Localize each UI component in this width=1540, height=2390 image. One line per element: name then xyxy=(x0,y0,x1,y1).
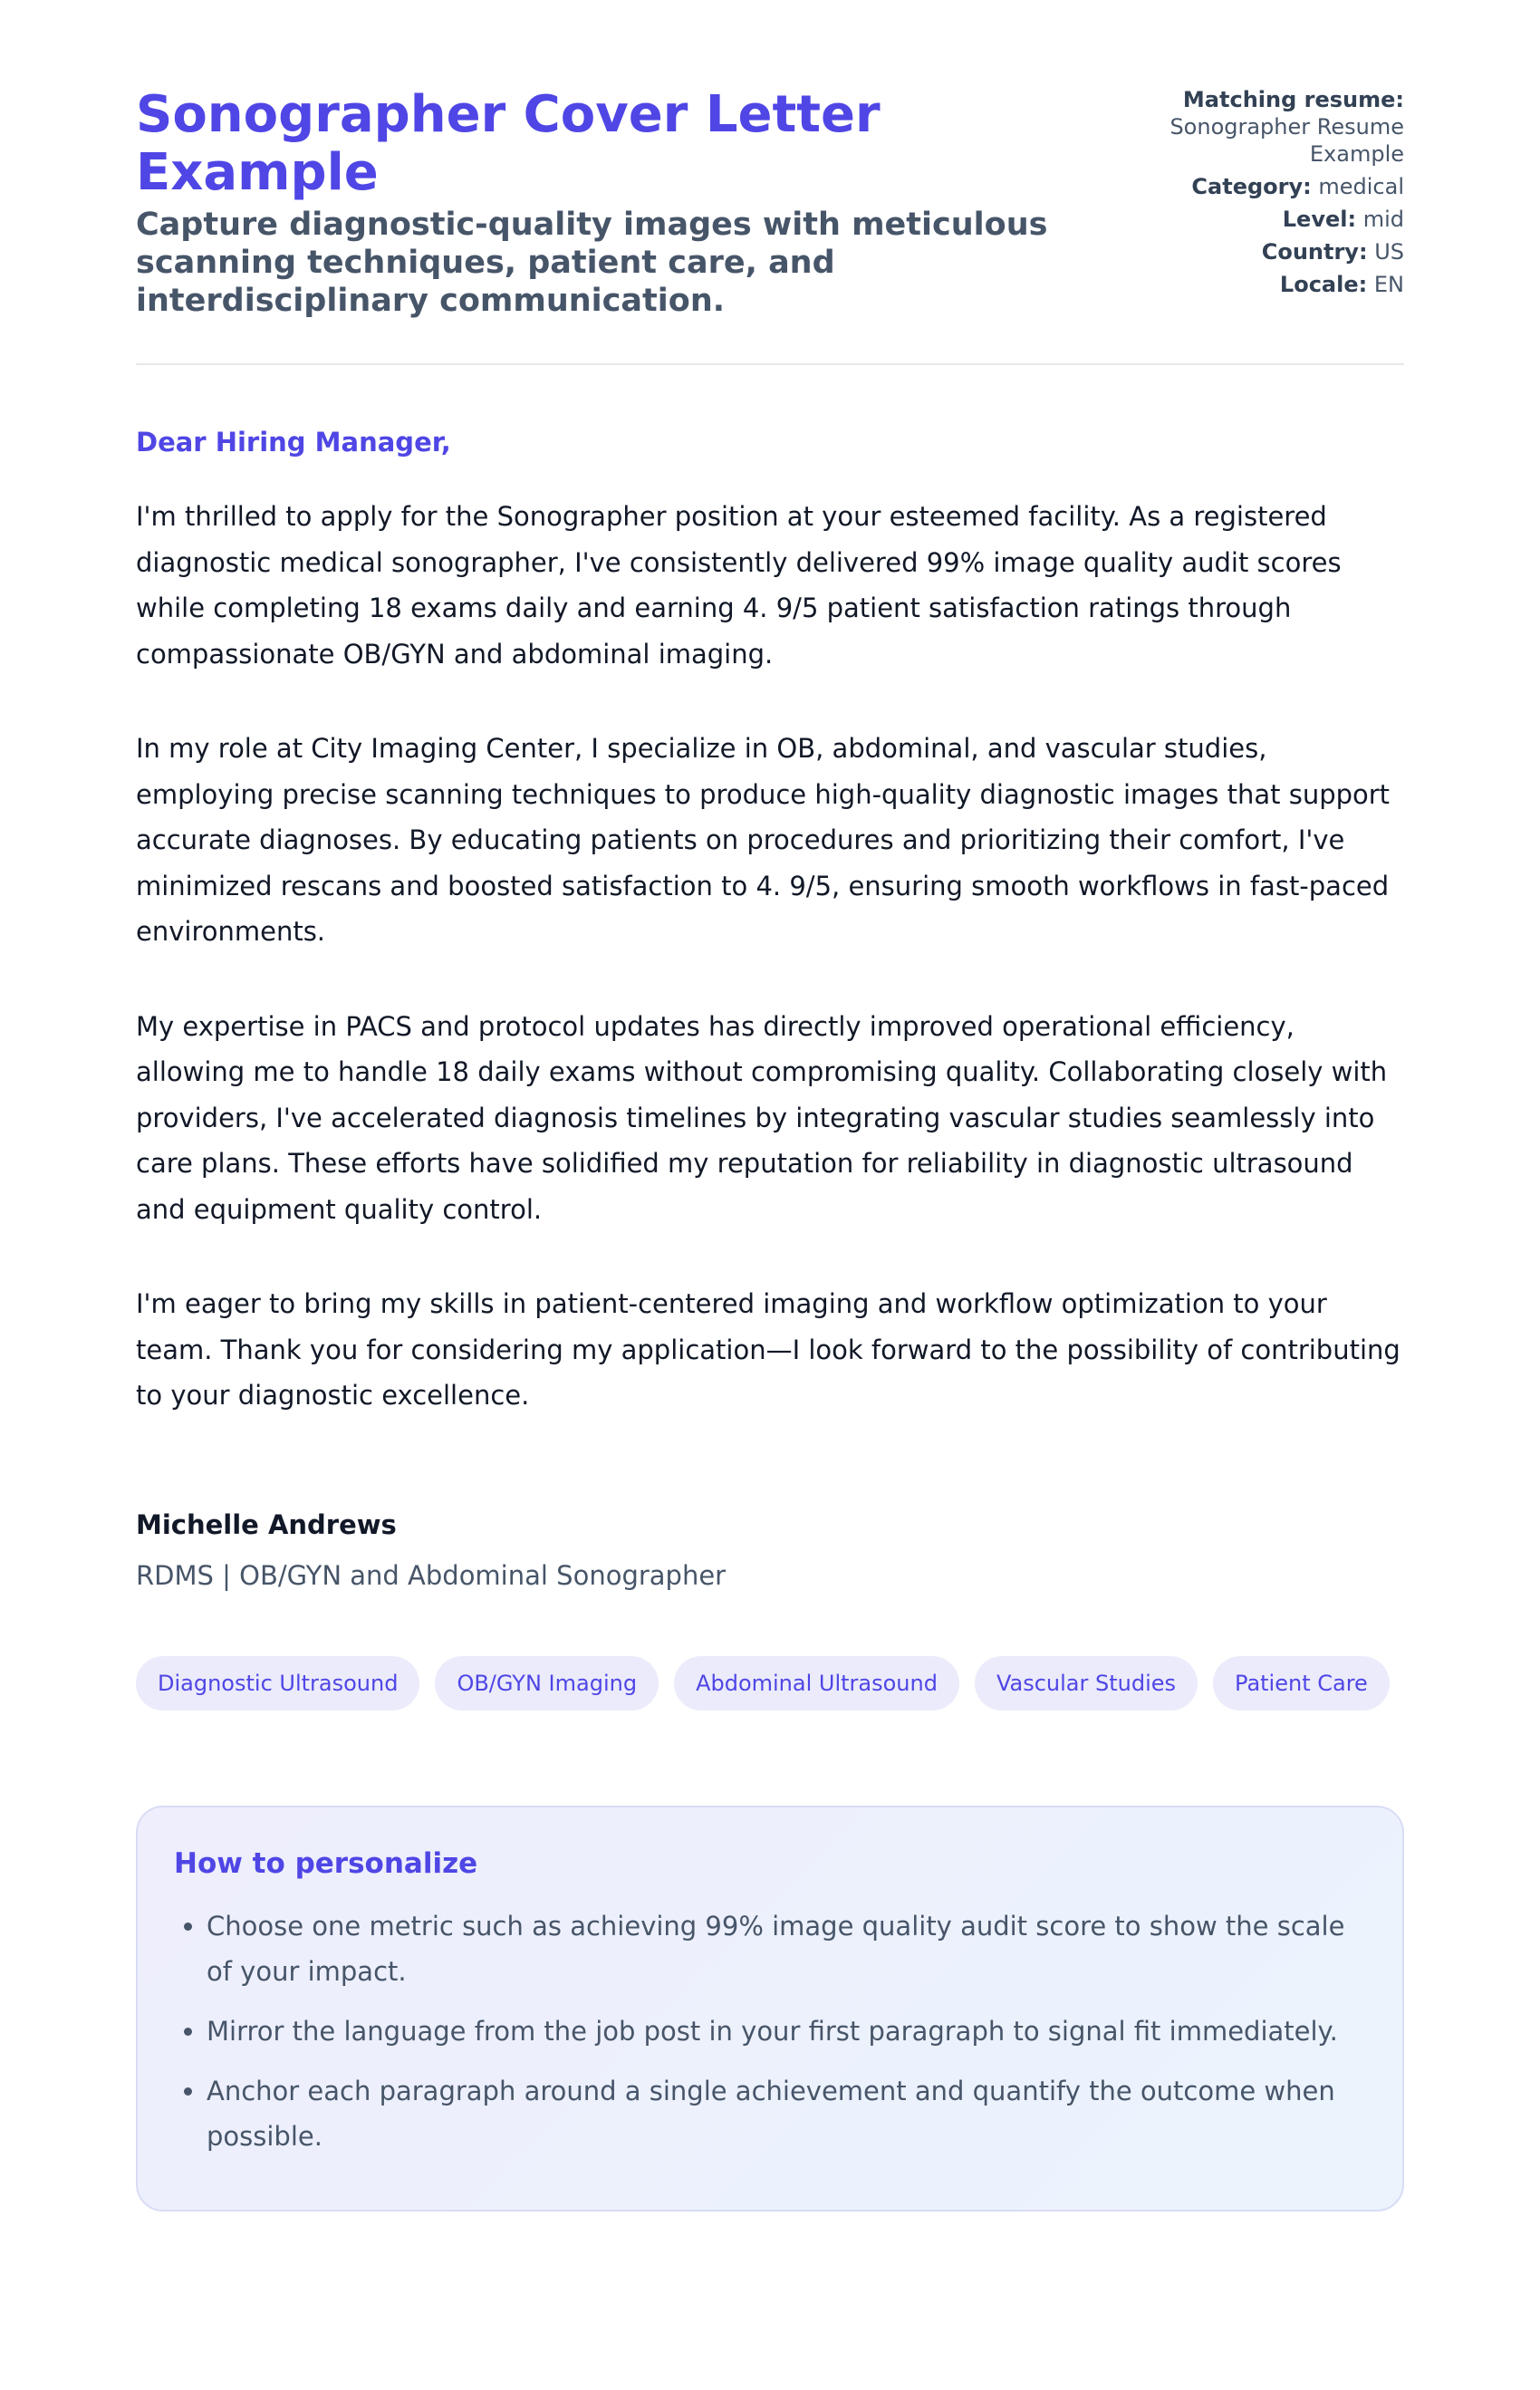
meta-label: Category: xyxy=(1191,174,1312,199)
skill-tags xyxy=(136,1656,1404,1711)
tip-item: • Choose one metric such as achieving 99% image quality audit score to show the scale of your impact. xyxy=(207,1903,1366,1994)
signature-title: RDMS | OB/GYN and Abdominal Sonographer xyxy=(136,1559,727,1591)
tips-title: How to personalize xyxy=(174,1846,478,1880)
skill-tag: Diagnostic Ultrasound xyxy=(136,1656,419,1711)
meta-matching-resume xyxy=(1160,86,1404,168)
meta-level xyxy=(1160,206,1404,233)
page-title: Sonographer Cover Letter Example xyxy=(136,85,881,202)
meta-locale xyxy=(1160,271,1404,298)
meta-value: Sonographer Resume Example xyxy=(1169,114,1404,167)
letter-paragraph: In my role at City Imaging Center, I specialize in OB, abdominal, and vascular studies, employing precise scanning techniques to produce high-quality diagnostic images that support accurate diagnoses. By educating patients on procedures and prioritizing their comfort, I've minimized rescans and boosted satisfaction to 4. 9/5, ensuring smooth workflows in fast-paced environments. xyxy=(136,733,1391,947)
page-header xyxy=(136,86,1404,365)
header-left xyxy=(136,86,1096,320)
meta-value: mid xyxy=(1362,207,1404,232)
letter-paragraph: I'm thrilled to apply for the Sonographer position at your esteemed facility. As a registered diagnostic medical sonographer, I've consistently delivered 99% image quality audit scores while completing 18 exams daily and earning 4. 9/5 patient satisfaction ratings through compassionate OB/GYN and abdominal imaging. xyxy=(136,501,1342,670)
signature-name: Michelle Andrews xyxy=(136,1508,397,1540)
salutation: Dear Hiring Manager, xyxy=(136,427,451,458)
personalize-tips-box xyxy=(136,1806,1404,2212)
skill-tag: Vascular Studies xyxy=(975,1656,1198,1711)
tip-item: • Anchor each paragraph around a single achievement and quantify the outcome when possible. xyxy=(207,2068,1366,2159)
page-subtitle: Capture diagnostic-quality images with meticulous scanning techniques, patient care, and interdisciplinary communication. xyxy=(136,207,1048,319)
skill-tag: Abdominal Ultrasound xyxy=(674,1656,959,1711)
letter-paragraph: I'm eager to bring my skills in patient-centered imaging and workflow optimization to your team. Thank you for considering my application—I look forward to the possibility of contributing to your diagnostic excellence. xyxy=(136,1288,1400,1411)
skill-tag: Patient Care xyxy=(1213,1656,1390,1711)
tips-list xyxy=(174,1903,1366,2159)
tip-item: • Mirror the language from the job post in your first paragraph to signal fit immediately. xyxy=(207,2009,1366,2054)
meta-country xyxy=(1160,238,1404,265)
meta-value: US xyxy=(1374,239,1404,265)
meta-value: medical xyxy=(1318,174,1404,199)
meta-label: Locale: xyxy=(1279,272,1368,297)
skill-tag: OB/GYN Imaging xyxy=(435,1656,659,1711)
meta-label: Matching resume: xyxy=(1182,87,1404,112)
meta-category xyxy=(1160,173,1404,200)
meta-label: Country: xyxy=(1261,239,1368,265)
meta-value: EN xyxy=(1373,272,1404,297)
meta-panel xyxy=(1160,86,1404,304)
meta-label: Level: xyxy=(1282,207,1357,232)
letter-paragraph: My expertise in PACS and protocol updates has directly improved operational efficiency, allowing me to handle 18 daily exams without compromising quality. Collaborating closely with providers, I've accelerated diagnosis timelines by integrating vascular studies seamlessly into care plans. These efforts have solidified my reputation for reliability in diagnostic ultrasound and equipment quality control. xyxy=(136,1010,1388,1225)
